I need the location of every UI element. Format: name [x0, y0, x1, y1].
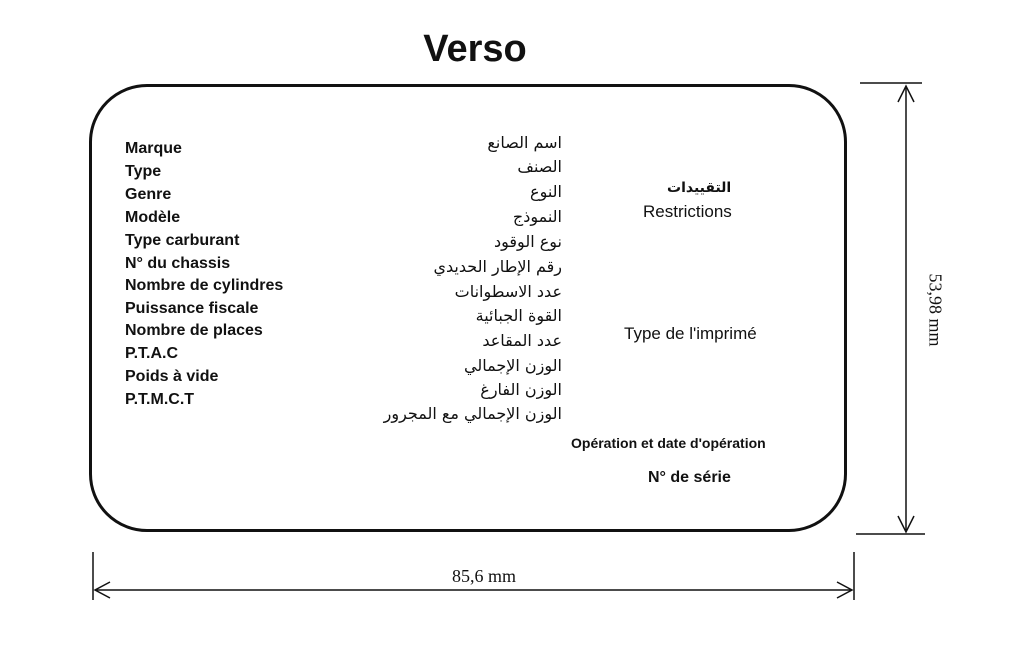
field-ar-cylindres: عدد الاسطوانات [454, 282, 562, 301]
field-ar-type: الصنف [517, 157, 562, 176]
field-fr-ptmct: P.T.M.C.T [125, 391, 195, 408]
field-ar-type-carburant: نوع الوقود [494, 232, 562, 251]
field-ar-genre: النوع [530, 182, 562, 201]
field-fr-type-carburant: Type carburant [125, 232, 240, 249]
field-fr-cylindres: Nombre de cylindres [125, 277, 284, 294]
field-ar-ptmct: الوزن الإجمالي مع المجرور [383, 404, 562, 423]
restrictions-label-fr: Restrictions [643, 202, 732, 221]
field-ar-places: عدد المقاعد [482, 331, 562, 350]
field-ar-poids-vide: الوزن الفارغ [480, 380, 562, 399]
field-fr-type: Type [125, 163, 162, 180]
print-type-label: Type de l'imprimé [624, 324, 757, 343]
field-ar-ptac: الوزن الإجمالي [464, 356, 562, 375]
page-title: Verso [423, 28, 527, 70]
field-fr-chassis: N° du chassis [125, 255, 231, 272]
field-fr-ptac: P.T.A.C [125, 345, 179, 362]
field-fr-places: Nombre de places [125, 322, 263, 339]
restrictions-label-ar: التقييدات [667, 180, 732, 196]
operation-label: Opération et date d'opération [571, 435, 766, 451]
field-ar-chassis: رقم الإطار الحديدي [433, 257, 562, 276]
field-ar-modele: النموذج [512, 207, 562, 226]
field-fr-puissance: Puissance fiscale [125, 300, 259, 317]
height-dimension-label: 53,98 mm [925, 273, 946, 347]
field-fr-poids-vide: Poids à vide [125, 368, 219, 385]
field-ar-marque: اسم الصانع [487, 133, 562, 152]
field-fr-genre: Genre [125, 186, 172, 203]
field-fr-marque: Marque [125, 140, 182, 157]
field-ar-puissance: القوة الجبائية [475, 306, 562, 325]
width-dimension-label: 85,6 mm [452, 566, 517, 586]
serial-number-label: N° de série [648, 469, 731, 486]
field-fr-modele: Modèle [125, 209, 181, 226]
